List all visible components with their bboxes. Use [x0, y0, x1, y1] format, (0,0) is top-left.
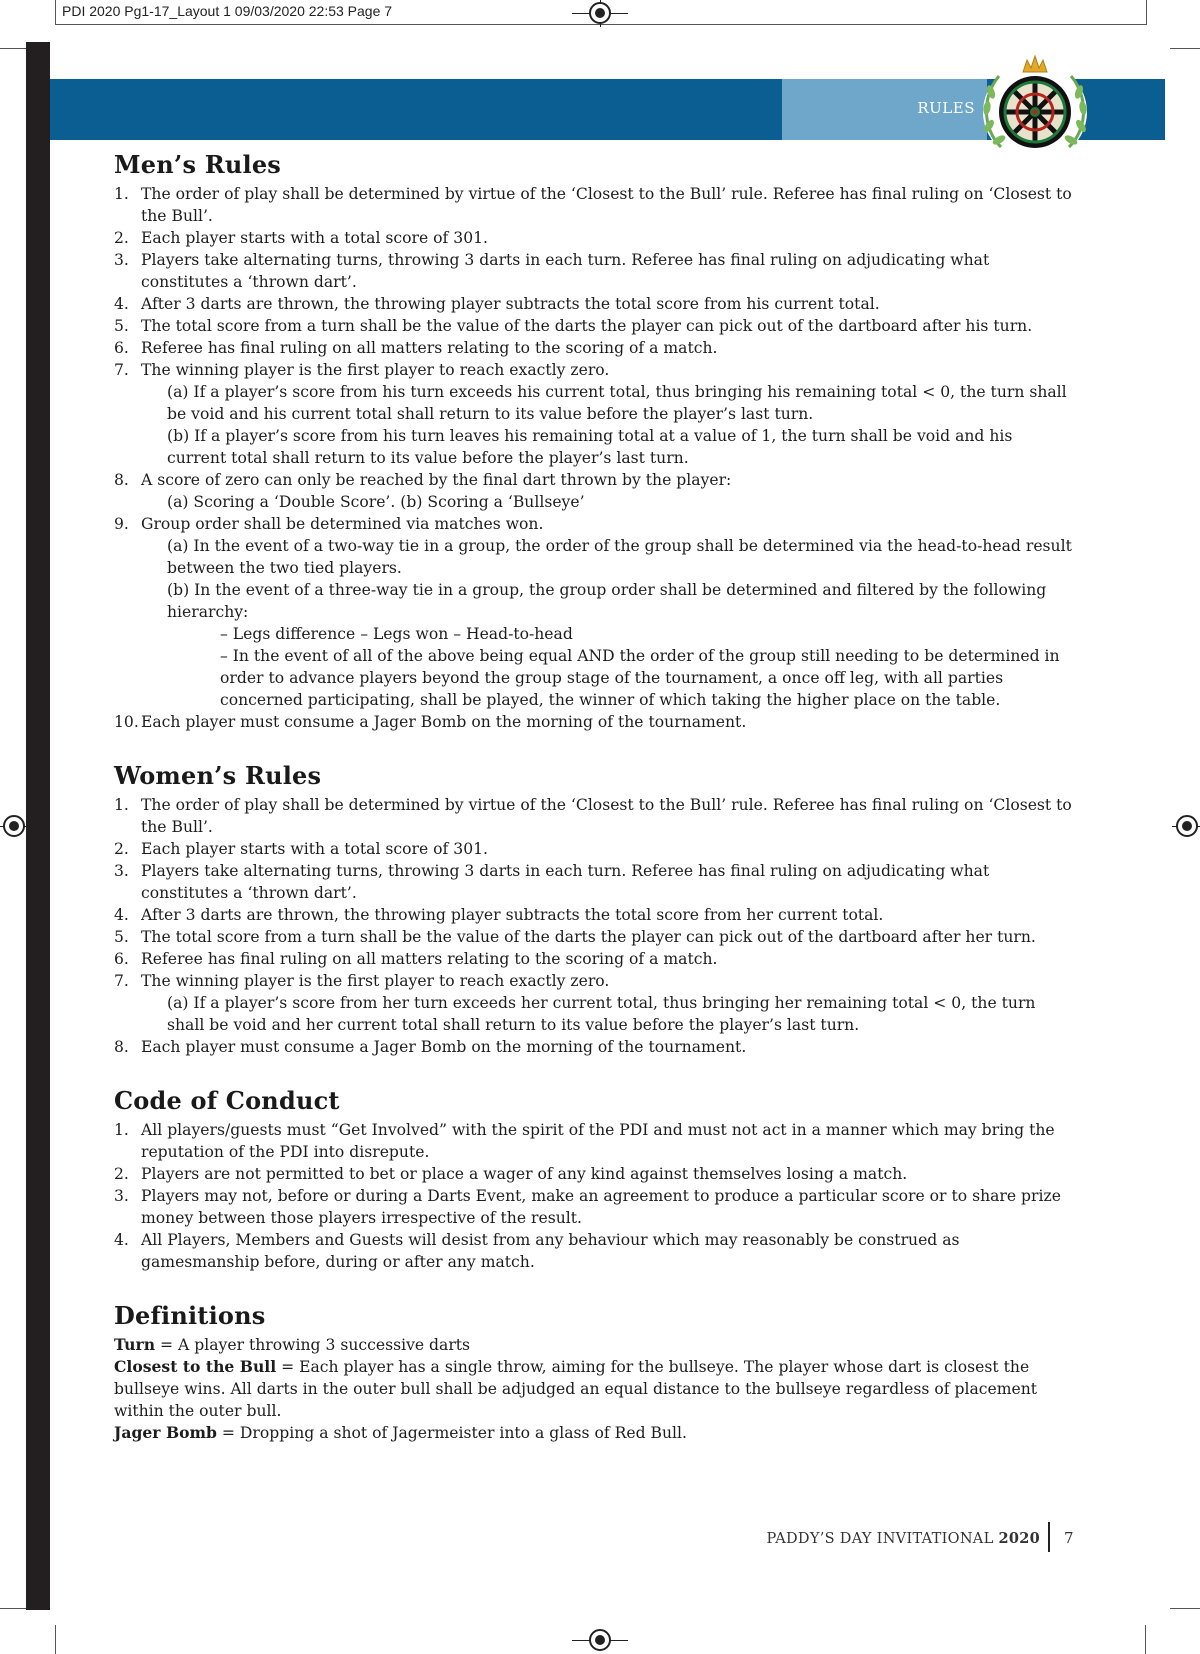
definition-text: = A player throwing 3 successive darts	[160, 1336, 471, 1354]
registration-mark-icon	[589, 2, 611, 24]
rule-item	[114, 711, 1074, 733]
rule-item	[114, 1163, 1074, 1185]
section-heading: Men’s Rules	[114, 150, 282, 179]
rule-item	[114, 293, 1074, 315]
rule-hierarchy-line: – In the event of all of the above being equal AND the order of the group still needing to be determined in order to advance players beyond the group stage of the tournament, a once off leg, with all parties concerned participating, shall be played, the winner of which taking the higher place on the table.	[220, 647, 1060, 709]
definition-entry	[114, 1422, 1074, 1444]
header-section-label: RULES	[917, 99, 975, 117]
rule-item	[114, 469, 1074, 513]
rule-subclause: (a) If a player’s score from her turn exceeds her current total, thus bringing her remaining total < 0, the turn shall be void and her current total shall return to its value before the player’s last turn.	[167, 994, 1036, 1034]
footer-publication	[640, 1530, 1040, 1547]
rule-text: All Players, Members and Guests will desist from any behaviour which may reasonably be construed as gamesmanship before, during or after any match.	[141, 1231, 960, 1271]
crop-mark	[1170, 48, 1200, 49]
rule-text: The order of play shall be determined by virtue of the ‘Closest to the Bull’ rule. Referee has final ruling on ‘Closest to the Bull’.	[141, 185, 1072, 225]
rule-item	[114, 1185, 1074, 1229]
rule-text: The total score from a turn shall be the value of the darts the player can pick out of the dartboard after her turn.	[141, 928, 1036, 946]
rule-number: 6.	[114, 339, 129, 357]
rule-number: 9.	[114, 515, 129, 533]
mens-rules-section	[114, 150, 1074, 733]
definitions-section	[114, 1301, 1074, 1444]
section-heading: Code of Conduct	[114, 1086, 340, 1115]
rule-number: 5.	[114, 928, 129, 946]
rule-item	[114, 904, 1074, 926]
rule-item	[114, 1036, 1074, 1058]
page-spine-bar	[26, 42, 50, 1610]
registration-mark-icon	[1176, 815, 1198, 837]
rule-number: 4.	[114, 906, 129, 924]
crop-mark	[1170, 1608, 1200, 1609]
registration-mark-icon	[3, 815, 25, 837]
rule-number: 3.	[114, 862, 129, 880]
rule-item	[114, 315, 1074, 337]
rule-text: Each player must consume a Jager Bomb on the morning of the tournament.	[141, 1038, 747, 1056]
registration-mark-icon	[589, 1629, 611, 1651]
rule-text: The winning player is the first player to reach exactly zero.	[141, 361, 610, 379]
definition-term: Closest to the Bull	[114, 1357, 277, 1376]
rule-subclause: (b) If a player’s score from his turn leaves his remaining total at a value of 1, the turn shall be void and his current total shall return to its value before the player’s last turn.	[167, 427, 1013, 467]
definition-entry	[114, 1334, 1074, 1356]
rule-subclause: (a) If a player’s score from his turn exceeds his current total, thus bringing his remaining total < 0, the turn shall be void and his current total shall return to its value before the player’s last turn.	[167, 383, 1067, 423]
rule-item	[114, 926, 1074, 948]
rule-item	[114, 183, 1074, 227]
rule-item	[114, 970, 1074, 1036]
rule-number: 8.	[114, 1038, 129, 1056]
rule-text: After 3 darts are thrown, the throwing player subtracts the total score from his current total.	[141, 295, 880, 313]
crop-mark	[1145, 1625, 1146, 1654]
footer-publication-name: PADDY’S DAY INVITATIONAL	[766, 1531, 994, 1547]
rule-text: Referee has final ruling on all matters relating to the scoring of a match.	[141, 339, 718, 357]
rule-number: 3.	[114, 251, 129, 269]
rule-number: 4.	[114, 1231, 129, 1249]
rule-text: After 3 darts are thrown, the throwing player subtracts the total score from her current total.	[141, 906, 884, 924]
definition-entry	[114, 1356, 1074, 1422]
rule-item	[114, 948, 1074, 970]
rule-number: 7.	[114, 972, 129, 990]
code-of-conduct-section	[114, 1086, 1074, 1273]
rule-text: Each player starts with a total score of 301.	[141, 840, 488, 858]
definition-term: Jager Bomb	[114, 1423, 217, 1442]
mens-rules-list	[114, 183, 1074, 733]
definition-text: = Dropping a shot of Jagermeister into a glass of Red Bull.	[221, 1424, 687, 1442]
rule-number: 1.	[114, 1121, 129, 1139]
rule-number: 2.	[114, 229, 129, 247]
rule-item	[114, 513, 1074, 711]
rule-item	[114, 1119, 1074, 1163]
rule-number: 4.	[114, 295, 129, 313]
rule-subclause: (a) In the event of a two-way tie in a group, the order of the group shall be determined via the head-to-head result between the two tied players.	[167, 537, 1072, 577]
rule-item	[114, 359, 1074, 469]
rule-text: Players take alternating turns, throwing 3 darts in each turn. Referee has final ruling on adjudicating what constitutes a ‘thrown dart’.	[141, 251, 990, 291]
rule-text: The total score from a turn shall be the value of the darts the player can pick out of the dartboard after his turn.	[141, 317, 1033, 335]
footer-divider	[1048, 1522, 1050, 1552]
rule-text: Players take alternating turns, throwing 3 darts in each turn. Referee has final ruling on adjudicating what constitutes a ‘thrown dart’.	[141, 862, 990, 902]
rule-number: 2.	[114, 840, 129, 858]
print-slug-text: PDI 2020 Pg1-17_Layout 1 09/03/2020 22:53 Page 7	[62, 3, 393, 19]
rule-text: Each player must consume a Jager Bomb on the morning of the tournament.	[141, 713, 747, 731]
rule-text: A score of zero can only be reached by the final dart thrown by the player:	[141, 471, 732, 489]
crop-mark	[0, 48, 28, 49]
rule-number: 5.	[114, 317, 129, 335]
rule-item	[114, 1229, 1074, 1273]
rule-item	[114, 794, 1074, 838]
footer-year: 2020	[998, 1530, 1040, 1547]
rule-text: Referee has final ruling on all matters relating to the scoring of a match.	[141, 950, 718, 968]
rule-number: 6.	[114, 950, 129, 968]
definition-term: Turn	[114, 1335, 156, 1354]
page-number: 7	[1064, 1529, 1074, 1547]
rule-item	[114, 860, 1074, 904]
rule-item	[114, 838, 1074, 860]
womens-rules-list	[114, 794, 1074, 1058]
womens-rules-section	[114, 761, 1074, 1058]
conduct-list	[114, 1119, 1074, 1273]
rule-text: Players are not permitted to bet or place a wager of any kind against themselves losing a match.	[141, 1165, 908, 1183]
rule-text: Players may not, before or during a Darts Event, make an agreement to produce a particular score or to share prize money between those players irrespective of the result.	[141, 1187, 1061, 1227]
rules-content	[114, 150, 1074, 1472]
rule-text: The order of play shall be determined by virtue of the ‘Closest to the Bull’ rule. Referee has final ruling on ‘Closest to the Bull’.	[141, 796, 1072, 836]
definition-text: = Each player has a single throw, aiming for the bullseye. The player whose dart is closest the bullseye wins. All darts in the outer bull shall be adjudged an equal distance to the bullseye regardless of placement within the outer bull.	[114, 1358, 1038, 1420]
rule-number: 3.	[114, 1187, 129, 1205]
rule-number: 2.	[114, 1165, 129, 1183]
section-heading: Definitions	[114, 1301, 266, 1330]
rule-number: 1.	[114, 796, 129, 814]
rule-item	[114, 249, 1074, 293]
rule-text: Each player starts with a total score of 301.	[141, 229, 488, 247]
rule-subclause: (b) In the event of a three-way tie in a group, the group order shall be determined and filtered by the following hierarchy:	[167, 581, 1047, 621]
rule-text: The winning player is the first player to reach exactly zero.	[141, 972, 610, 990]
rule-text: All players/guests must “Get Involved” with the spirit of the PDI and must not act in a manner which may bring the reputation of the PDI into disrepute.	[141, 1121, 1055, 1161]
rule-number: 7.	[114, 361, 129, 379]
rule-item	[114, 337, 1074, 359]
rule-text: Group order shall be determined via matches won.	[141, 515, 544, 533]
section-heading: Women’s Rules	[114, 761, 322, 790]
rule-number: 8.	[114, 471, 129, 489]
rule-subclause: (a) Scoring a ‘Double Score’. (b) Scoring a ‘Bullseye’	[167, 493, 585, 511]
crop-mark	[55, 1625, 56, 1654]
rule-item	[114, 227, 1074, 249]
rule-number: 1.	[114, 185, 129, 203]
rule-number: 10.	[114, 713, 139, 731]
crop-mark	[0, 1608, 28, 1609]
rule-hierarchy-line: – Legs difference – Legs won – Head-to-head	[220, 625, 573, 643]
